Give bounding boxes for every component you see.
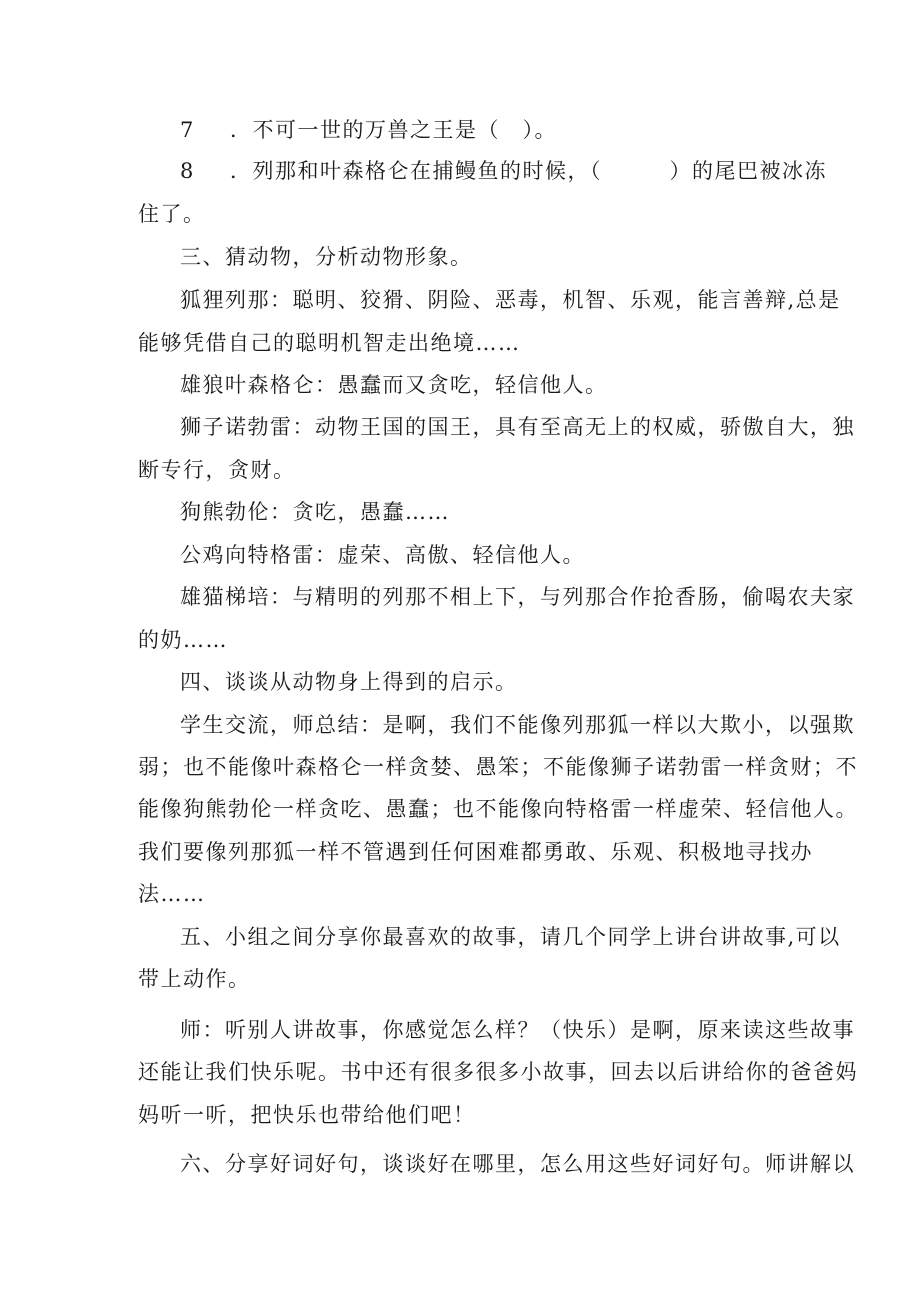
question-number: 8 bbox=[180, 159, 195, 183]
question-text: ．不可一世的万兽之王是（ ）。 bbox=[230, 118, 557, 142]
lion-description-line: 狮子诺勃雷：动物王国的国王，具有至高无上的权威，骄傲自大，独 bbox=[180, 415, 855, 439]
section-5-body-line: 师：听别人讲故事，你感觉怎么样？（快乐）是啊，原来读这些故事 bbox=[180, 1018, 855, 1042]
question-text: ．列那和叶森格仑在捕鳗鱼的时候，（ ）的尾巴被冰冻 bbox=[230, 159, 827, 183]
question-8 bbox=[180, 157, 827, 185]
question-7 bbox=[180, 116, 557, 144]
section-4-title: 四、谈谈从动物身上得到的启示。 bbox=[180, 670, 518, 694]
fox-description-line: 狐狸列那：聪明、狡猾、阴险、恶毒，机智、乐观，能言善辩,总是 bbox=[180, 288, 841, 312]
section-4-body-line: 能像狗熊勃伦一样贪吃、愚蠢；也不能像向特格雷一样虚荣、轻信他人。 bbox=[138, 797, 858, 821]
section-4-body-line: 弱；也不能像叶森格仑一样贪婪、愚笨；不能像狮子诺勃雷一样贪财；不 bbox=[138, 755, 858, 779]
rooster-description: 公鸡向特格雷：虚荣、高傲、轻信他人。 bbox=[180, 543, 585, 567]
section-4-body-line: 学生交流，师总结：是啊，我们不能像列那狐一样以大欺小，以强欺 bbox=[180, 713, 855, 737]
section-5-title-line: 带上动作。 bbox=[138, 967, 251, 991]
bear-description: 狗熊勃伦：贪吃，愚蠢…… bbox=[180, 500, 450, 524]
cat-description-line: 的奶…… bbox=[138, 628, 228, 652]
section-4-body-line: 法…… bbox=[138, 882, 206, 906]
section-5-body-line: 妈听一听，把快乐也带给他们吧！ bbox=[138, 1103, 476, 1127]
cat-description-line: 雄猫梯培：与精明的列那不相上下，与列那合作抢香肠，偷喝农夫家 bbox=[180, 585, 855, 609]
fox-description-line: 能够凭借自己的聪明机智走出绝境…… bbox=[138, 331, 521, 355]
section-4-body-line: 我们要像列那狐一样不管遇到任何困难都勇敢、乐观、积极地寻找办 bbox=[138, 840, 813, 864]
question-number: 7 bbox=[180, 118, 195, 142]
section-5-title-line: 五、小组之间分享你最喜欢的故事，请几个同学上讲台讲故事,可以 bbox=[180, 925, 841, 949]
lion-description-line: 断专行，贪财。 bbox=[138, 458, 296, 482]
section-3-title: 三、猜动物，分析动物形象。 bbox=[180, 245, 473, 269]
question-8-continuation: 住了。 bbox=[138, 202, 206, 226]
wolf-description: 雄狼叶森格仑：愚蠢而又贪吃，轻信他人。 bbox=[180, 373, 608, 397]
section-5-body-line: 还能让我们快乐呢。书中还有很多很多小故事，回去以后讲给你的爸爸妈 bbox=[138, 1060, 858, 1084]
section-6-title: 六、分享好词好句，谈谈好在哪里，怎么用这些好词好句。师讲解以 bbox=[180, 1152, 855, 1176]
